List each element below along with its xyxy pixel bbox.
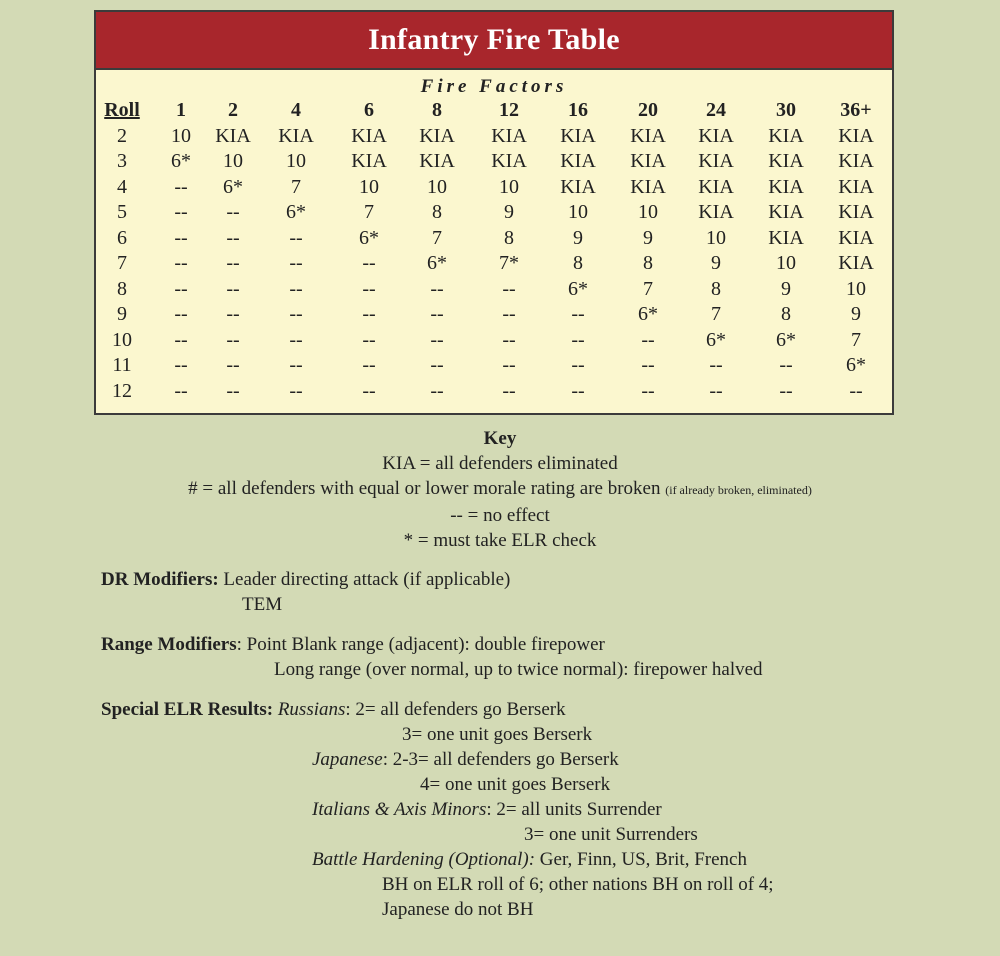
result-cell: 10 xyxy=(427,175,447,198)
result-cell: -- xyxy=(226,201,240,223)
bh-text1: Ger, Finn, US, Brit, French xyxy=(535,849,747,870)
title-bar xyxy=(96,12,892,70)
result-cell: -- xyxy=(571,328,585,351)
result-cell: 6* xyxy=(706,328,726,351)
result-cell: -- xyxy=(174,354,188,376)
fire-factor-header: 30 xyxy=(776,99,796,121)
result-cell: 8 xyxy=(504,226,514,249)
result-cell: -- xyxy=(174,277,188,300)
bh-label: Battle Hardening (Optional): xyxy=(312,849,536,870)
result-cell: -- xyxy=(174,175,188,198)
result-cell: 8 xyxy=(711,277,721,300)
special-elr-label: Special ELR Results: xyxy=(101,699,274,720)
result-cell: 10 xyxy=(359,175,379,198)
bh-text3: Japanese do not BH xyxy=(382,899,534,920)
result-cell: 10 xyxy=(286,150,306,172)
japanese-text1: : 2-3= all defenders go Berserk xyxy=(382,749,619,770)
result-cell: -- xyxy=(226,328,240,351)
roll-header: Roll xyxy=(104,99,140,121)
result-cell: -- xyxy=(174,328,188,351)
result-cell: 10 xyxy=(706,226,726,249)
roll-cell: 2 xyxy=(117,124,127,147)
italians-text2: 3= one unit Surrenders xyxy=(524,824,698,845)
range-modifiers-text2: Long range (over normal, up to twice normal): firepower halved xyxy=(274,659,763,680)
result-cell: 10 xyxy=(846,277,866,300)
result-cell: KIA xyxy=(351,124,387,147)
result-cell: -- xyxy=(289,252,303,274)
result-cell: KIA xyxy=(838,175,874,198)
infantry-fire-table xyxy=(94,10,894,415)
result-cell: KIA xyxy=(278,124,314,147)
key-star: * = must take ELR check xyxy=(403,530,597,551)
roll-cell: 6 xyxy=(117,226,127,249)
japanese-line1 xyxy=(312,747,619,772)
result-cell: -- xyxy=(226,303,240,325)
result-cell: 10 xyxy=(568,201,588,223)
result-cell: 9 xyxy=(851,303,861,325)
dr-modifiers-text1: Leader directing attack (if applicable) xyxy=(223,569,511,590)
result-cell: 10 xyxy=(223,150,243,172)
roll-cell: 11 xyxy=(112,354,132,376)
roll-cell: 5 xyxy=(117,201,127,223)
result-cell: KIA xyxy=(630,175,666,198)
fire-factor-header: 1 xyxy=(176,99,186,121)
fire-factor-header: 4 xyxy=(291,99,301,121)
result-cell: KIA xyxy=(630,124,666,147)
result-cell: 6* xyxy=(286,201,306,223)
result-cell: KIA xyxy=(560,124,596,147)
result-cell: KIA xyxy=(560,150,596,172)
fire-factor-header: 20 xyxy=(638,99,658,121)
result-cell: KIA xyxy=(838,150,874,172)
result-cell: 7 xyxy=(711,303,721,325)
fire-factor-header: 12 xyxy=(499,99,519,121)
result-cell: -- xyxy=(362,252,376,274)
result-cell: -- xyxy=(362,328,376,351)
result-cell: -- xyxy=(571,379,585,402)
result-cell: -- xyxy=(502,303,516,325)
result-cell: -- xyxy=(502,379,516,402)
fire-factor-header: 6 xyxy=(364,99,374,121)
result-cell: -- xyxy=(174,252,188,274)
result-cell: -- xyxy=(289,277,303,300)
result-cell: -- xyxy=(641,354,655,376)
result-cell: -- xyxy=(226,252,240,274)
result-cell: 10 xyxy=(171,124,191,147)
result-cell: KIA xyxy=(698,124,734,147)
result-cell: 10 xyxy=(776,252,796,274)
result-cell: -- xyxy=(362,379,376,402)
result-cell: 10 xyxy=(499,175,519,198)
roll-cell: 7 xyxy=(117,252,127,274)
roll-cell: 8 xyxy=(117,277,127,300)
result-cell: 6* xyxy=(223,175,243,198)
result-cell: 7 xyxy=(643,277,653,300)
fire-factor-header: 16 xyxy=(568,99,588,121)
result-cell: -- xyxy=(709,354,723,376)
italians-line1 xyxy=(312,797,662,822)
japanese-label: Japanese xyxy=(312,749,383,770)
result-cell: -- xyxy=(709,379,723,402)
result-cell: -- xyxy=(779,354,793,376)
result-cell: KIA xyxy=(838,124,874,147)
key-kia: KIA = all defenders eliminated xyxy=(382,453,618,474)
roll-cell: 3 xyxy=(117,150,127,172)
result-cell: KIA xyxy=(838,201,874,223)
result-cell: KIA xyxy=(768,226,804,249)
fire-factor-header: 24 xyxy=(706,99,726,121)
table-title: Infantry Fire Table xyxy=(368,23,620,56)
result-cell: KIA xyxy=(491,124,527,147)
result-cell: 6* xyxy=(776,328,796,351)
result-cell: KIA xyxy=(351,150,387,172)
fire-factor-header: 2 xyxy=(228,99,238,121)
result-cell: 6* xyxy=(427,252,447,274)
result-cell: 7 xyxy=(432,226,442,249)
japanese-text2: 4= one unit goes Berserk xyxy=(420,774,611,795)
russians-text1: : 2= all defenders go Berserk xyxy=(345,699,566,720)
result-cell: KIA xyxy=(838,252,874,274)
special-elr-line1 xyxy=(101,697,566,722)
result-cell: -- xyxy=(174,201,188,223)
result-cell: -- xyxy=(226,226,240,249)
result-cell: -- xyxy=(289,303,303,325)
result-cell: -- xyxy=(430,328,444,351)
result-cell: -- xyxy=(289,354,303,376)
result-cell: -- xyxy=(502,354,516,376)
range-modifiers-text1: : Point Blank range (adjacent): double firepower xyxy=(236,634,605,655)
result-cell: KIA xyxy=(768,201,804,223)
key-section xyxy=(0,426,1000,553)
result-cell: -- xyxy=(502,328,516,351)
result-cell: KIA xyxy=(560,175,596,198)
result-cell: -- xyxy=(430,277,444,300)
result-cell: KIA xyxy=(491,150,527,172)
roll-cell: 12 xyxy=(112,379,132,402)
result-cell: KIA xyxy=(838,226,874,249)
result-cell: -- xyxy=(174,303,188,325)
result-cell: -- xyxy=(641,379,655,402)
dr-modifiers-label: DR Modifiers: xyxy=(101,569,219,590)
key-hash-text: # = all defenders with equal or lower morale rating are broken xyxy=(188,478,661,499)
result-cell: KIA xyxy=(698,175,734,198)
result-cell: -- xyxy=(571,354,585,376)
russians-label: Russians xyxy=(277,699,346,720)
russians-text2: 3= one unit goes Berserk xyxy=(402,724,593,745)
result-cell: 7* xyxy=(499,252,519,274)
result-cell: -- xyxy=(362,277,376,300)
bh-line1 xyxy=(312,847,747,872)
result-cell: -- xyxy=(430,354,444,376)
result-cell: KIA xyxy=(215,124,251,147)
roll-cell: 4 xyxy=(117,175,127,198)
result-cell: KIA xyxy=(630,150,666,172)
result-cell: -- xyxy=(289,226,303,249)
result-cell: 8 xyxy=(432,201,442,223)
result-cell: 9 xyxy=(504,201,514,223)
key-title: Key xyxy=(483,428,517,449)
result-cell: 7 xyxy=(851,328,861,351)
range-modifiers-label: Range Modifiers xyxy=(101,634,237,655)
result-cell: -- xyxy=(226,277,240,300)
result-cell: 7 xyxy=(364,201,374,223)
result-cell: -- xyxy=(362,303,376,325)
result-cell: 6* xyxy=(846,354,866,376)
result-cell: KIA xyxy=(768,124,804,147)
result-cell: -- xyxy=(430,379,444,402)
result-cell: -- xyxy=(289,328,303,351)
result-cell: -- xyxy=(226,354,240,376)
result-cell: 6* xyxy=(359,226,379,249)
result-cell: -- xyxy=(571,303,585,325)
dr-modifiers-text2: TEM xyxy=(242,594,283,615)
roll-cell: 9 xyxy=(117,303,127,325)
result-cell: 8 xyxy=(643,252,653,274)
result-cell: 7 xyxy=(291,175,301,198)
italians-text1: : 2= all units Surrender xyxy=(486,799,662,820)
result-cell: KIA xyxy=(698,150,734,172)
result-cell: KIA xyxy=(419,150,455,172)
italians-label: Italians & Axis Minors xyxy=(312,799,487,820)
result-cell: KIA xyxy=(768,150,804,172)
key-hash-note: (if already broken, eliminated) xyxy=(665,483,812,497)
bh-text2: BH on ELR roll of 6; other nations BH on roll of 4; xyxy=(382,874,774,895)
result-cell: KIA xyxy=(419,124,455,147)
result-cell: 6* xyxy=(171,150,191,172)
result-cell: -- xyxy=(174,226,188,249)
result-cell: 8 xyxy=(573,252,583,274)
result-cell: -- xyxy=(362,354,376,376)
result-cell: 9 xyxy=(643,226,653,249)
result-cell: KIA xyxy=(698,201,734,223)
result-cell: -- xyxy=(849,379,863,402)
result-cell: -- xyxy=(226,379,240,402)
result-cell: 9 xyxy=(781,277,791,300)
result-cell: 8 xyxy=(781,303,791,325)
fire-factor-header: 36+ xyxy=(840,99,872,121)
key-hash xyxy=(0,476,1000,503)
result-cell: KIA xyxy=(768,175,804,198)
result-cell: -- xyxy=(174,379,188,402)
result-cell: -- xyxy=(641,328,655,351)
result-cell: 6* xyxy=(638,303,658,325)
result-cell: 10 xyxy=(638,201,658,223)
dr-modifiers-line1 xyxy=(101,567,510,592)
fire-factor-header: 8 xyxy=(432,99,442,121)
result-cell: 9 xyxy=(573,226,583,249)
fire-factors-label: Fire Factors xyxy=(420,76,568,97)
result-cell: -- xyxy=(779,379,793,402)
range-modifiers-line1 xyxy=(101,632,605,657)
result-cell: -- xyxy=(430,303,444,325)
roll-cell: 10 xyxy=(112,328,132,351)
key-dash: -- = no effect xyxy=(450,505,550,526)
result-cell: -- xyxy=(502,277,516,300)
result-cell: 6* xyxy=(568,277,588,300)
result-cell: -- xyxy=(289,379,303,402)
result-cell: 9 xyxy=(711,252,721,274)
